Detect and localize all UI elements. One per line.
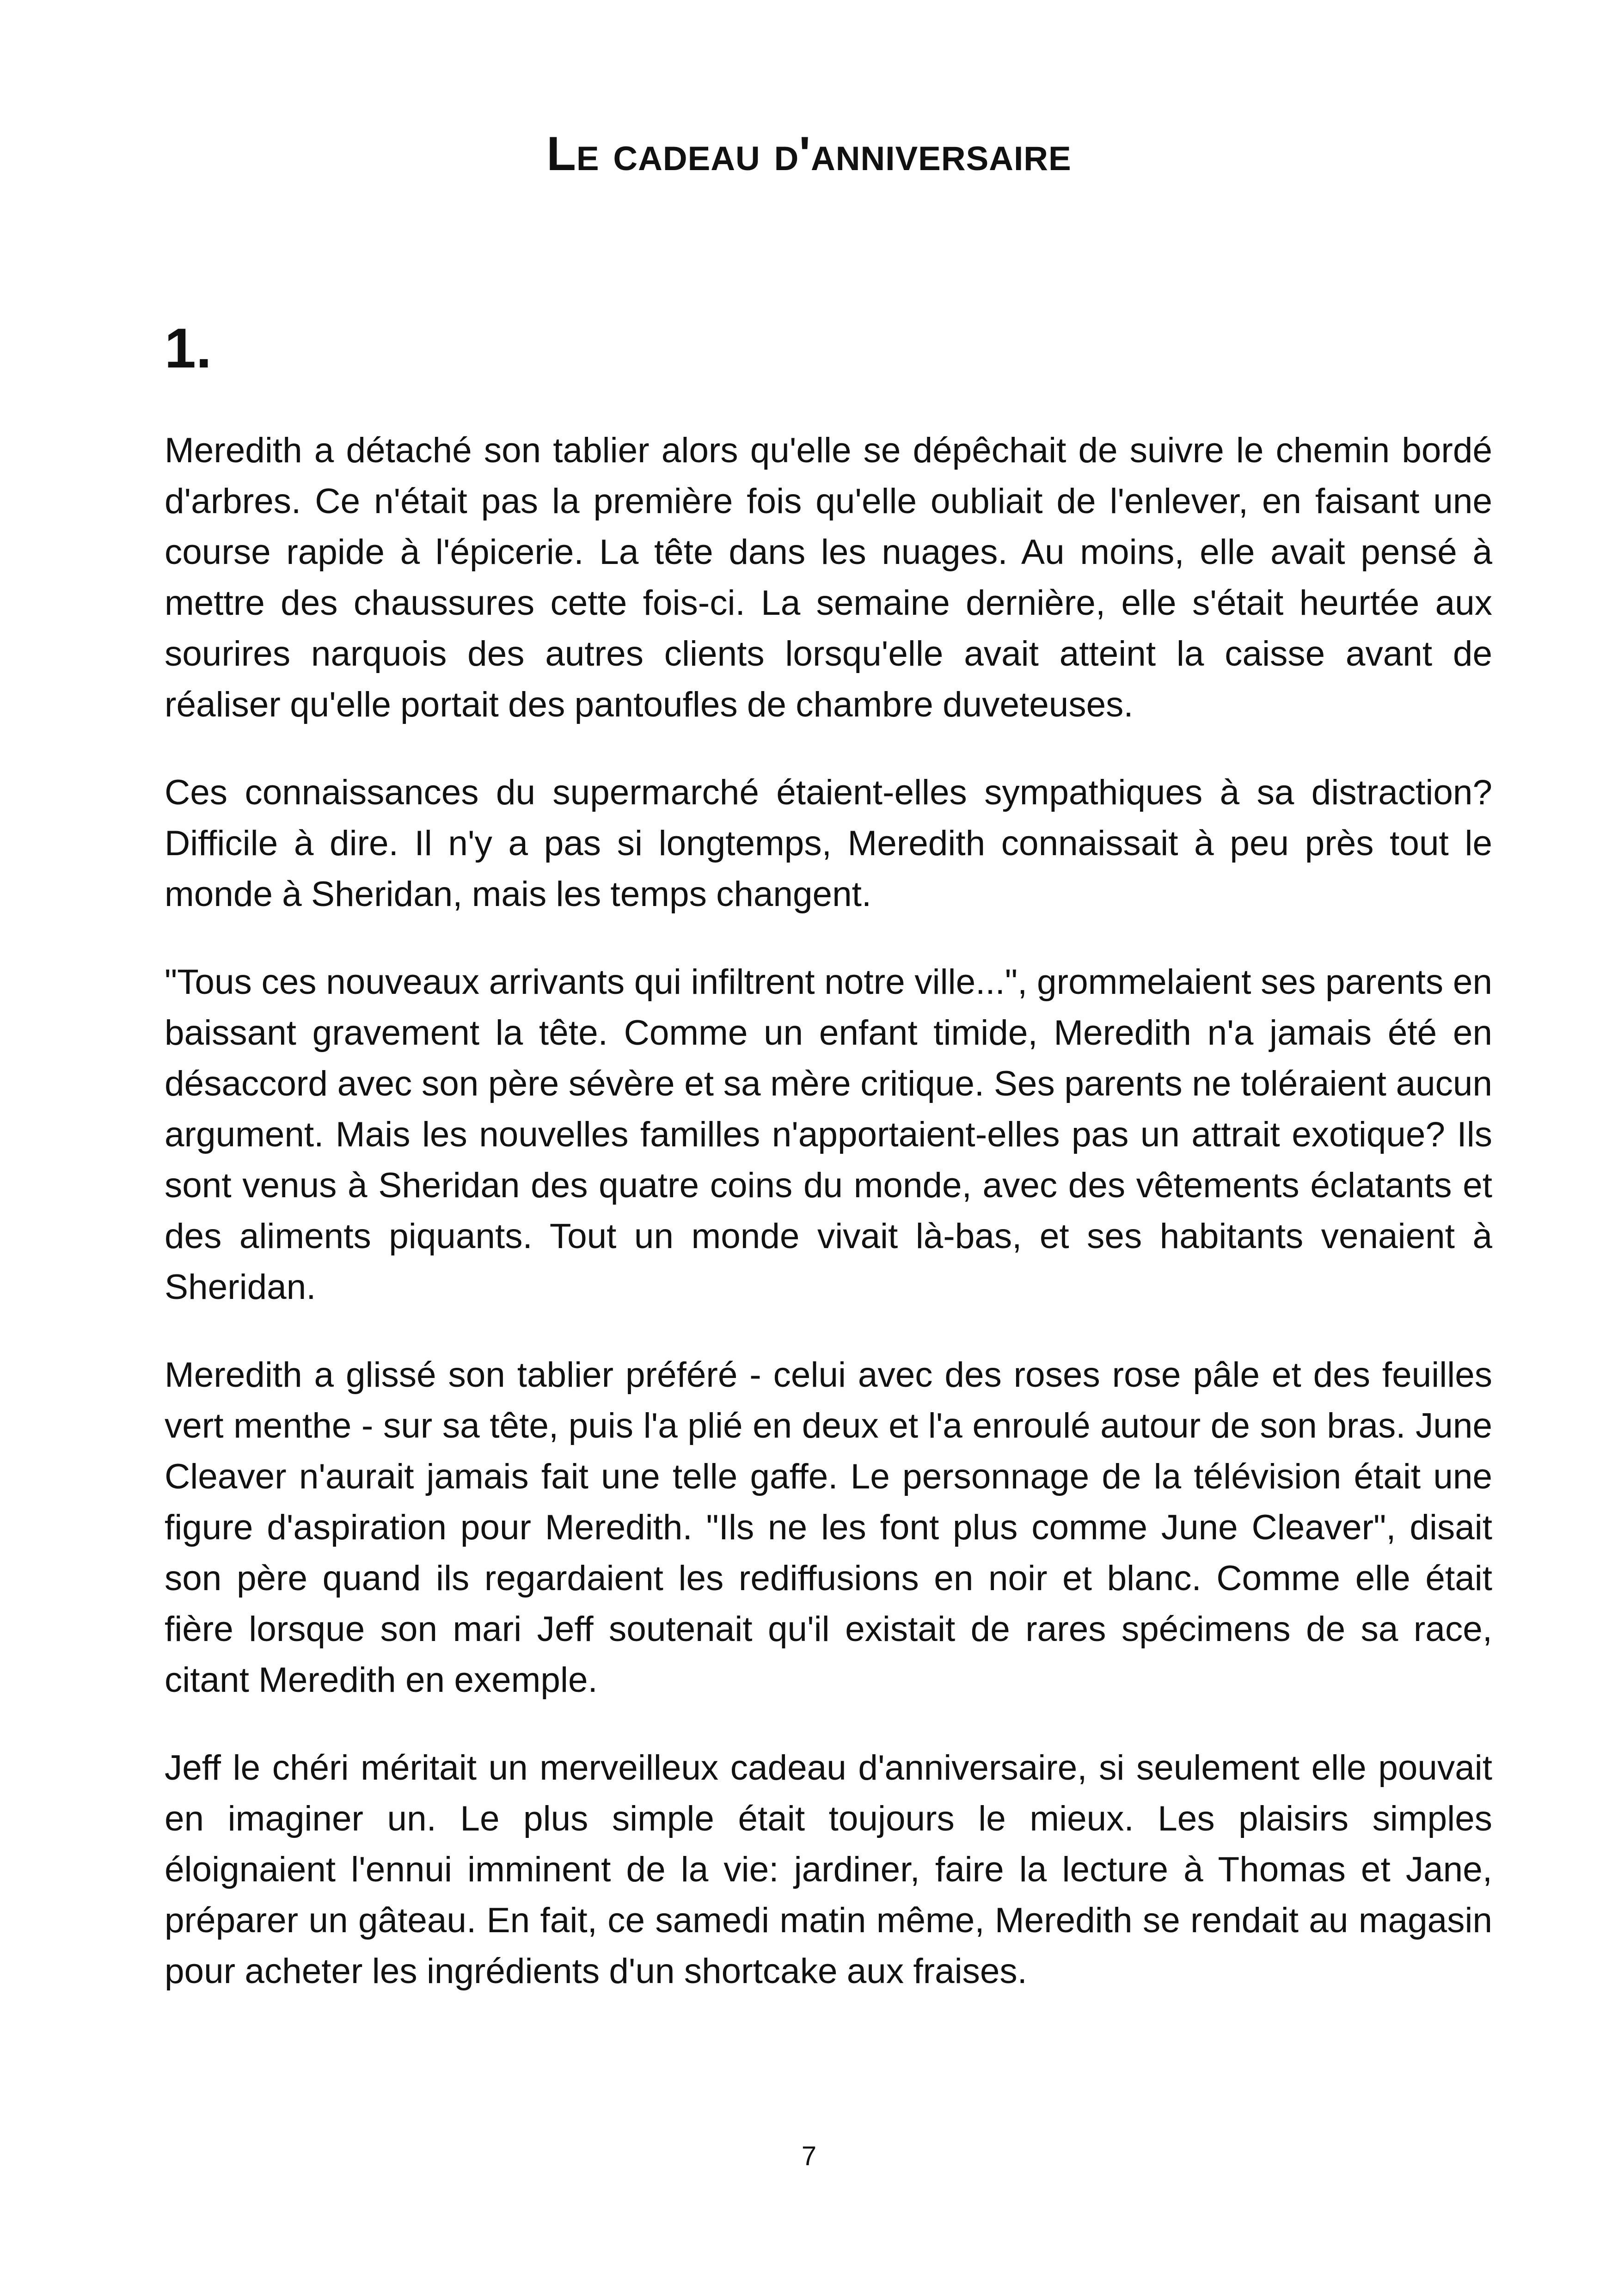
body-text [165, 425, 1492, 2034]
paragraph: Meredith a glissé son tablier préféré - celui avec des roses rose pâle et des feuilles vert menthe - sur sa tête, puis l'a plié en deux et l'a enroulé autour de son bras. June Cleaver n'aurait jamais fait une telle gaffe. Le personnage de la télévision était une figure d'aspiration pour Meredith. "Ils ne les font plus comme June Cleaver", disait son père quand ils regardaient les rediffusions en noir et blanc. Comme elle était fière lorsque son mari Jeff soutenait qu'il existait de rares spécimens de sa race, citant Meredith en exemple. [165, 1355, 1492, 1700]
page-number: 7 [801, 2141, 817, 2171]
chapter-number: 1. [165, 317, 212, 380]
paragraph: Jeff le chéri méritait un merveilleux cadeau d'anniversaire, si seulement elle pouvait en imaginer un. Le plus simple était toujours le mieux. Les plaisirs simples éloignaient l'ennui imminent de la vie: jardiner, faire la lecture à Thomas et Jane, préparer un gâteau. En fait, ce samedi matin même, Meredith se rendait au magasin pour acheter les ingrédients d'un shortcake aux fraises. [165, 1748, 1492, 1991]
page-title: Le cadeau d'anniversaire [546, 127, 1072, 181]
paragraph: Meredith a détaché son tablier alors qu'elle se dépêchait de suivre le chemin bordé d'arbres. Ce n'était pas la première fois qu'elle oubliait de l'enlever, en faisant une course rapide à l'épicerie. La tête dans les nuages. Au moins, elle avait pensé à mettre des chaussures cette fois-ci. La semaine dernière, elle s'était heurtée aux sourires narquois des autres clients lorsqu'elle avait atteint la caisse avant de réaliser qu'elle portait des pantoufles de chambre duveteuses. [165, 431, 1492, 724]
paragraph: Ces connaissances du supermarché étaient-elles sympathiques à sa distraction? Difficile à dire. Il n'y a pas si longtemps, Meredith connaissait à peu près tout le monde à Sheridan, mais les temps changent. [165, 773, 1492, 914]
paragraph: "Tous ces nouveaux arrivants qui infiltrent notre ville...", grommelaient ses parents en baissant gravement la tête. Comme un enfant timide, Meredith n'a jamais été en désaccord avec son père sévère et sa mère critique. Ses parents ne toléraient aucun argument. Mais les nouvelles familles n'apportaient-elles pas un attrait exotique? Ils sont venus à Sheridan des quatre coins du monde, avec des vêtements éclatants et des aliments piquants. Tout un monde vivait là-bas, et ses habitants venaient à Sheridan. [165, 962, 1492, 1307]
